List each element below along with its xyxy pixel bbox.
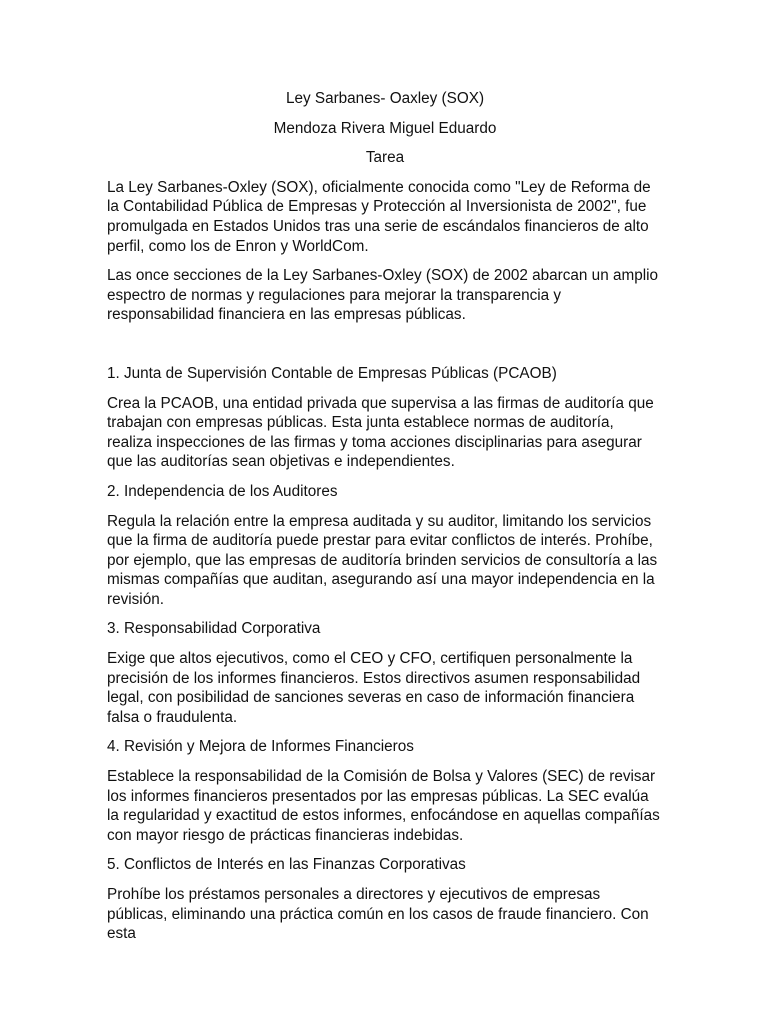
document-title: Ley Sarbanes- Oaxley (SOX) (285, 90, 485, 107)
section-body: Regula la relación entre la empresa auditada y su auditor, limitando los servicios que la firma de auditoría puede prestar para evitar conflictos de interés. Prohíbe, por ejemplo, que las empresas de auditoría brinden servicios de consultoría a las mismas compañías que auditan, asegurando así una mayor independencia en la revisión. (107, 512, 658, 608)
section-spacer (107, 335, 663, 364)
section-heading: 2. Independencia de los Auditores (107, 482, 338, 500)
document-page (107, 89, 663, 954)
section-heading: 3. Responsabilidad Corporativa (107, 620, 321, 638)
section-body: Establece la responsabilidad de la Comisión de Bolsa y Valores (SEC) de revisar los informes financieros presentados por las empresas públicas. La SEC evalúa la regularidad y exactitud de estos informes, enfocándose en aquellas compañías con mayor riesgo de prácticas financieras indebidas. (107, 768, 660, 844)
intro-paragraph: La Ley Sarbanes-Oxley (SOX), oficialmente conocida como "Ley de Reforma de la Contabilidad Pública de Empresas y Protección al Inversionista de 2002", fue promulgada en Estados Unidos tras una serie de escándalos financieros de alto perfil, como los de Enron y WorldCom. (107, 178, 651, 255)
section-body: Exige que altos ejecutivos, como el CEO y CFO, certifiquen personalmente la precisión de los informes financieros. Estos directivos asumen responsabilidad legal, con posibilidad de sanciones severas en caso de información financiera falsa o fraudulenta. (107, 650, 641, 726)
document-author: Mendoza Rivera Miguel Eduardo (273, 119, 497, 137)
section-heading: 5. Conflictos de Interés en las Finanzas Corporativas (107, 856, 466, 874)
section-heading: 1. Junta de Supervisión Contable de Empresas Públicas (PCAOB) (107, 364, 557, 382)
section-body: Prohíbe los préstamos personales a directores y ejecutivos de empresas públicas, eliminando una práctica común en los casos de fraude financiero. Con esta (107, 886, 649, 943)
intro-paragraph: Las once secciones de la Ley Sarbanes-Oxley (SOX) de 2002 abarcan un amplio espectro de normas y regulaciones para mejorar la transparencia y responsabilidad financiera en las empresas públicas. (107, 267, 659, 324)
section-body: Crea la PCAOB, una entidad privada que supervisa a las firmas de auditoría que trabajan con empresas públicas. Esta junta establece normas de auditoría, realiza inspecciones de las firmas y toma acciones disciplinarias para asegurar que las auditorías sean objetivas e independientes. (107, 394, 654, 471)
document-assignment: Tarea (365, 149, 405, 167)
section-heading: 4. Revisión y Mejora de Informes Financieros (107, 738, 414, 756)
